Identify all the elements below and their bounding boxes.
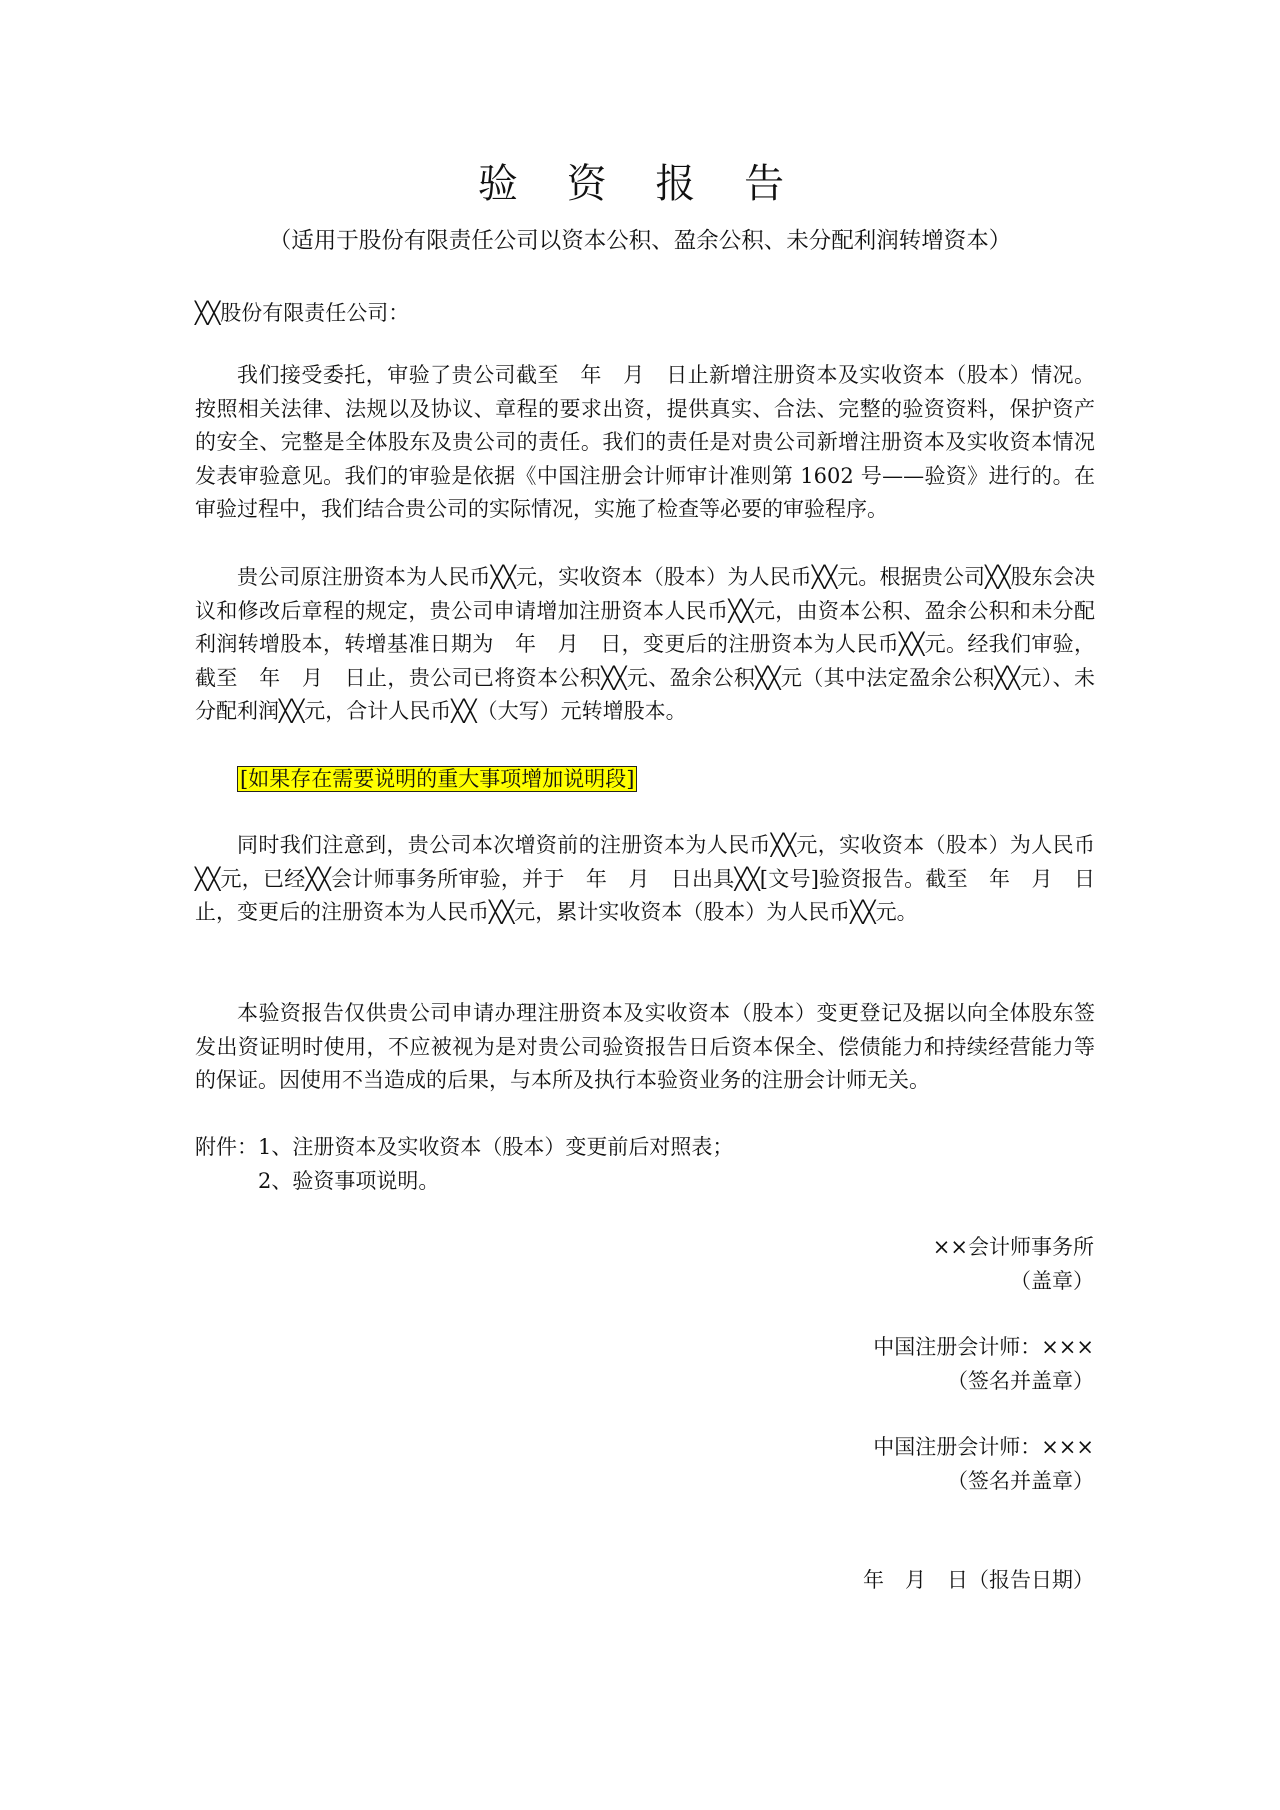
cpa-signature-block-1 xyxy=(674,1331,1094,1398)
firm-seal-note: （盖章） xyxy=(1010,1268,1094,1293)
attachments xyxy=(195,1131,1095,1198)
note-line xyxy=(195,763,1095,797)
paragraph-prior-audit: 同时我们注意到，贵公司本次增资前的注册资本为人民币╳╳元，实收资本（股本）为人民币╳╳元，已经╳╳会计师事务所审验，并于 年 月 日出具╳╳[文号]验资报告。截至 年 月 日止，变更后的注册资本为人民币╳╳元，累计实收资本（股本）为人民币╳╳元。 xyxy=(195,833,1095,924)
document-title: 验 资 报 告 xyxy=(477,161,803,207)
attachment-item-2: 2、验资事项说明。 xyxy=(258,1168,440,1193)
highlighted-note: [如果存在需要说明的重大事项增加说明段] xyxy=(237,766,637,792)
cpa-name-2: 中国注册会计师：××× xyxy=(873,1435,1094,1459)
document-subtitle: （适用于股份有限责任公司以资本公积、盈余公积、未分配利润转增资本） xyxy=(268,228,1012,254)
paragraph-engagement: 我们接受委托，审验了贵公司截至 年 月 日止新增注册资本及实收资本（股本）情况。按照相关法律、法规以及协议、章程的要求出资，提供真实、合法、完整的验资资料，保护资产的安全、完整是全体股东及贵公司的责任。我们的责任是对贵公司新增注册资本及实收资本情况发表审验意见。我们的审验是依据《中国注册会计师审计准则第 1602 号——验资》进行的。在审验过程中，我们结合贵公司的实际情况，实施了检查等必要的审验程序。 xyxy=(195,363,1095,521)
paragraph-usage-limitation: 本验资报告仅供贵公司申请办理注册资本及实收资本（股本）变更登记及据以向全体股东签发出资证明时使用，不应被视为是对贵公司验资报告日后资本保全、偿债能力和持续经营能力等的保证。因使用不当造成的后果，与本所及执行本验资业务的注册会计师无关。 xyxy=(195,1001,1095,1092)
firm-signature-block xyxy=(674,1231,1094,1298)
attachment-item-1: 附件：1、注册资本及实收资本（股本）变更前后对照表； xyxy=(195,1135,734,1159)
salutation: ╳╳股份有限责任公司： xyxy=(195,301,410,325)
firm-name: ××会计师事务所 xyxy=(932,1235,1094,1259)
cpa-signature-block-2 xyxy=(674,1431,1094,1498)
report-date: 年 月 日（报告日期） xyxy=(863,1568,1094,1592)
cpa-name-1: 中国注册会计师：××× xyxy=(873,1335,1094,1359)
paragraph-capital-increase: 贵公司原注册资本为人民币╳╳元，实收资本（股本）为人民币╳╳元。根据贵公司╳╳股东会决议和修改后章程的规定，贵公司申请增加注册资本人民币╳╳元，由资本公积、盈余公积和未分配利润转增股本，转增基准日期为 年 月 日，变更后的注册资本为人民币╳╳元。经我们审验，截至 年 月 日止，贵公司已将资本公积╳╳元、盈余公积╳╳元（其中法定盈余公积╳╳元）、未分配利润╳╳元，合计人民币╳╳（大写）元转增股本。 xyxy=(195,565,1095,723)
cpa-seal-note-2: （签名并盖章） xyxy=(947,1468,1094,1493)
cpa-seal-note-1: （签名并盖章） xyxy=(947,1368,1094,1393)
